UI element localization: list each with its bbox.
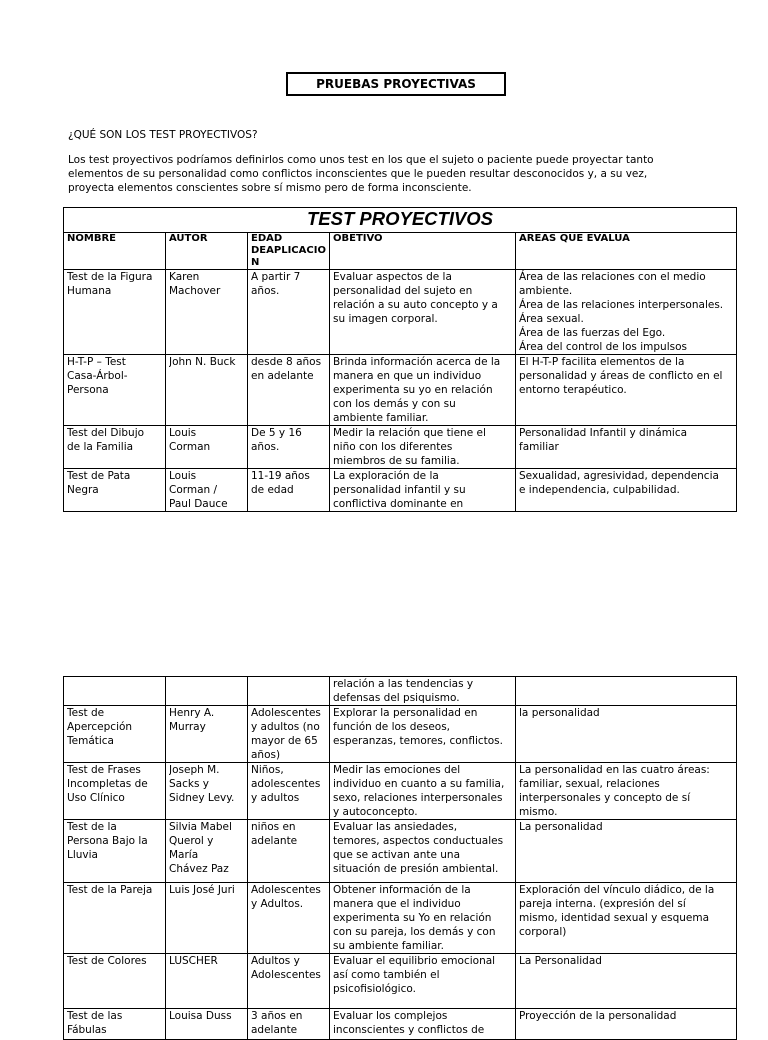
table-cell — [330, 677, 516, 706]
table-cell — [516, 426, 737, 469]
table-cell — [330, 426, 516, 469]
table-row — [64, 883, 737, 954]
projective-tests-table-continued — [63, 676, 737, 1040]
cell-line: La Personalidad — [519, 955, 602, 967]
cell-line: Sidney Levy. — [169, 792, 235, 804]
cell-line: pareja interna. (expresión del sí — [519, 898, 686, 910]
cell-line: La personalidad — [519, 821, 603, 833]
table-cell — [330, 954, 516, 1009]
table-cell — [166, 954, 248, 1009]
cell-line: La personalidad en las cuatro áreas: — [519, 764, 710, 776]
cell-line: su imagen corporal. — [333, 313, 438, 325]
cell-line: entorno terapéutico. — [519, 384, 627, 396]
table-row — [64, 820, 737, 883]
cell-line: Luis José Juri — [169, 884, 235, 896]
cell-line: que se activan ante una — [333, 849, 461, 861]
cell-line: Sacks y — [169, 778, 209, 790]
cell-line: Medir las emociones del — [333, 764, 461, 776]
column-header-line: AREAS QUE EVALUA — [519, 233, 630, 244]
projective-tests-table — [63, 207, 737, 512]
cell-line: Paul Dauce — [169, 498, 228, 510]
section-question: ¿QUÉ SON LOS TEST PROYECTIVOS? — [68, 129, 258, 141]
cell-line: familiar — [519, 441, 559, 453]
table-cell — [166, 706, 248, 763]
table-cell — [248, 677, 330, 706]
cell-line: y adultos (no — [251, 721, 320, 733]
table-cell — [64, 677, 166, 706]
table-cell — [166, 426, 248, 469]
cell-line: Louis — [169, 470, 197, 482]
cell-line: Test de Colores — [67, 955, 147, 967]
cell-line: Test de Pata — [67, 470, 131, 482]
cell-line: Test de la — [67, 821, 117, 833]
table-row — [64, 426, 737, 469]
table-cell — [248, 270, 330, 355]
cell-line: familiar, sexual, relaciones — [519, 778, 660, 790]
cell-line: Test del Dibujo — [67, 427, 145, 439]
cell-line: Evaluar los complejos — [333, 1010, 448, 1022]
cell-line: Silvia Mabel — [169, 821, 232, 833]
cell-line: Adolescentes — [251, 884, 321, 896]
cell-line: Adolescentes — [251, 707, 321, 719]
column-header-line: OBETIVO — [333, 233, 383, 244]
table-cell — [64, 820, 166, 883]
cell-line: A partir 7 — [251, 271, 301, 283]
cell-line: Louisa Duss — [169, 1010, 232, 1022]
cell-line: Exploración del vínculo diádico, de la — [519, 884, 715, 896]
column-header — [248, 233, 330, 270]
cell-line: en adelante — [251, 370, 314, 382]
cell-line: con los demás y con su — [333, 398, 456, 410]
cell-line: Lluvia — [67, 849, 98, 861]
cell-line: Área de las relaciones con el medio — [519, 271, 706, 283]
cell-line: y Adultos. — [251, 898, 304, 910]
column-header-line: APLICACION — [251, 245, 326, 268]
cell-line: esperanzas, temores, conflictos. — [333, 735, 503, 747]
cell-line: Área de las relaciones interpersonales. — [519, 299, 724, 311]
table-cell — [330, 355, 516, 426]
table-cell — [248, 426, 330, 469]
table-cell — [516, 820, 737, 883]
cell-line: Área de las fuerzas del Ego. — [519, 327, 666, 339]
intro-line: elementos de su personalidad como conflictos inconscientes que le pueden resultar desconocidos y, a su vez, — [68, 168, 648, 180]
table-cell — [516, 677, 737, 706]
page-title: PRUEBAS PROYECTIVAS — [286, 72, 506, 96]
cell-line: con su pareja, los demás y con — [333, 926, 496, 938]
cell-line: Karen — [169, 271, 200, 283]
cell-line: Evaluar las ansiedades, — [333, 821, 458, 833]
cell-line: relación a su auto concepto y a — [333, 299, 498, 311]
cell-line: la personalidad — [519, 707, 600, 719]
table-cell — [516, 954, 737, 1009]
cell-line: experimenta su Yo en relación — [333, 912, 492, 924]
table-cell — [64, 706, 166, 763]
table-cell — [248, 355, 330, 426]
cell-line: miembros de su familia. — [333, 455, 460, 467]
cell-line: años. — [251, 285, 280, 297]
table-cell — [248, 883, 330, 954]
table-cell — [516, 763, 737, 820]
cell-line: e independencia, culpabilidad. — [519, 484, 680, 496]
cell-line: Evaluar aspectos de la — [333, 271, 452, 283]
cell-line: Incompletas de — [67, 778, 148, 790]
cell-line: 3 años en — [251, 1010, 303, 1022]
cell-line: corporal) — [519, 926, 567, 938]
table-row — [64, 469, 737, 512]
cell-line: personalidad y áreas de conflicto en el — [519, 370, 723, 382]
table-cell — [248, 706, 330, 763]
cell-line: mayor de 65 — [251, 735, 318, 747]
table-cell — [248, 820, 330, 883]
cell-line: Test de la Pareja — [67, 884, 153, 896]
table-cell — [64, 883, 166, 954]
table-row — [64, 954, 737, 1009]
table-row — [64, 763, 737, 820]
cell-line: adolescentes — [251, 778, 321, 790]
cell-line: Chávez Paz — [169, 863, 229, 875]
cell-line: ambiente familiar. — [333, 412, 429, 424]
cell-line: Test de — [67, 707, 105, 719]
table-header-row — [64, 233, 737, 270]
cell-line: mismo. — [519, 806, 558, 818]
table-cell — [516, 1009, 737, 1040]
cell-line: Machover — [169, 285, 221, 297]
table-row — [64, 677, 737, 706]
cell-line: Casa-Árbol- — [67, 370, 128, 382]
cell-line: Explorar la personalidad en — [333, 707, 478, 719]
cell-line: John N. Buck — [169, 356, 236, 368]
cell-line: mismo, identidad sexual y esquema — [519, 912, 710, 924]
table-cell — [166, 355, 248, 426]
cell-line: Murray — [169, 721, 206, 733]
cell-line: de la Familia — [67, 441, 134, 453]
intro-line: Los test proyectivos podríamos definirlos como unos test en los que el sujeto o paciente puede proyectar tanto — [68, 154, 654, 166]
cell-line: conflictiva dominante en — [333, 498, 464, 510]
cell-line: Apercepción — [67, 721, 133, 733]
table-cell — [166, 677, 248, 706]
cell-line: La exploración de la — [333, 470, 439, 482]
cell-line: 11-19 años — [251, 470, 310, 482]
cell-line: H-T-P – Test — [67, 356, 126, 368]
cell-line: Persona — [67, 384, 109, 396]
cell-line: Louis — [169, 427, 197, 439]
cell-line: su ambiente familiar. — [333, 940, 444, 952]
table-cell — [330, 883, 516, 954]
cell-line: Personalidad Infantil y dinámica — [519, 427, 688, 439]
table-cell — [330, 1009, 516, 1040]
table-cell — [248, 1009, 330, 1040]
column-header — [64, 233, 166, 270]
cell-line: Joseph M. — [169, 764, 220, 776]
cell-line: Evaluar el equilibrio emocional — [333, 955, 496, 967]
table-cell — [330, 706, 516, 763]
table-cell — [516, 883, 737, 954]
intro-paragraph — [68, 153, 668, 195]
cell-line: Uso Clínico — [67, 792, 125, 804]
table-cell — [166, 883, 248, 954]
table-cell — [516, 469, 737, 512]
table-cell — [516, 270, 737, 355]
cell-line: Test de Frases — [67, 764, 141, 776]
cell-line: manera que el individuo — [333, 898, 461, 910]
table-cell — [166, 270, 248, 355]
intro-line: proyecta elementos conscientes sobre sí mismo pero de forma inconsciente. — [68, 182, 472, 194]
table-cell — [166, 763, 248, 820]
table-cell — [166, 1009, 248, 1040]
cell-line: psicofisiológico. — [333, 983, 416, 995]
cell-line: adelante — [251, 835, 298, 847]
cell-line: experimenta su yo en relación — [333, 384, 493, 396]
cell-line: Obtener información de la — [333, 884, 471, 896]
table-row — [64, 270, 737, 355]
cell-line: años. — [251, 441, 280, 453]
cell-line: situación de presión ambiental. — [333, 863, 499, 875]
column-header-line: EDAD DE — [251, 233, 283, 256]
cell-line: inconscientes y conflictos de — [333, 1024, 485, 1036]
cell-line: de edad — [251, 484, 294, 496]
table-cell — [248, 469, 330, 512]
cell-line: temores, aspectos conductuales — [333, 835, 504, 847]
table-row — [64, 355, 737, 426]
cell-line: Corman / — [169, 484, 218, 496]
table-cell — [330, 469, 516, 512]
table-cell — [64, 270, 166, 355]
column-header — [516, 233, 737, 270]
table-cell — [516, 706, 737, 763]
cell-line: Fábulas — [67, 1024, 107, 1036]
table-cell — [64, 426, 166, 469]
cell-line: Niños, — [251, 764, 284, 776]
cell-line: Corman — [169, 441, 211, 453]
column-header — [330, 233, 516, 270]
cell-line: LUSCHER — [169, 955, 218, 967]
cell-line: Adultos y — [251, 955, 300, 967]
column-header-line: NOMBRE — [67, 233, 116, 244]
cell-line: sexo, relaciones interpersonales — [333, 792, 503, 804]
table-cell — [248, 954, 330, 1009]
column-header — [166, 233, 248, 270]
cell-line: defensas del psiquismo. — [333, 692, 460, 704]
cell-line: Medir la relación que tiene el — [333, 427, 486, 439]
cell-line: niños en — [251, 821, 296, 833]
table-cell — [248, 763, 330, 820]
column-header-line: AUTOR — [169, 233, 208, 244]
cell-line: Área sexual. — [519, 313, 584, 325]
table-cell — [330, 270, 516, 355]
cell-line: adelante — [251, 1024, 298, 1036]
table-cell — [166, 820, 248, 883]
cell-line: María — [169, 849, 199, 861]
cell-line: manera en que un individuo — [333, 370, 482, 382]
cell-line: años) — [251, 749, 281, 761]
cell-line: y adultos — [251, 792, 300, 804]
table-heading: TEST PROYECTIVOS — [64, 208, 737, 233]
cell-line: Negra — [67, 484, 99, 496]
table-cell — [516, 355, 737, 426]
cell-line: niño con los diferentes — [333, 441, 453, 453]
cell-line: individuo en cuanto a su familia, — [333, 778, 505, 790]
table-cell — [330, 820, 516, 883]
cell-line: Test de la Figura — [67, 271, 153, 283]
cell-line: relación a las tendencias y — [333, 678, 474, 690]
table-cell — [64, 954, 166, 1009]
table-cell — [330, 763, 516, 820]
cell-line: Humana — [67, 285, 112, 297]
cell-line: función de los deseos, — [333, 721, 451, 733]
cell-line: Adolescentes — [251, 969, 321, 981]
cell-line: El H-T-P facilita elementos de la — [519, 356, 685, 368]
cell-line: personalidad infantil y su — [333, 484, 466, 496]
table-row — [64, 706, 737, 763]
cell-line: personalidad del sujeto en — [333, 285, 473, 297]
cell-line: Temática — [67, 735, 114, 747]
cell-line: Brinda información acerca de la — [333, 356, 501, 368]
cell-line: Henry A. — [169, 707, 215, 719]
table-cell — [64, 355, 166, 426]
table-row — [64, 1009, 737, 1040]
cell-line: interpersonales y concepto de sí — [519, 792, 691, 804]
cell-line: De 5 y 16 — [251, 427, 302, 439]
table-cell — [64, 469, 166, 512]
cell-line: desde 8 años — [251, 356, 322, 368]
cell-line: y autoconcepto. — [333, 806, 418, 818]
table-cell — [64, 763, 166, 820]
cell-line: Test de las — [67, 1010, 123, 1022]
table-cell — [166, 469, 248, 512]
cell-line: Sexualidad, agresividad, dependencia — [519, 470, 719, 482]
cell-line: así como también el — [333, 969, 440, 981]
cell-line: Persona Bajo la — [67, 835, 148, 847]
cell-line: Querol y — [169, 835, 214, 847]
cell-line: ambiente. — [519, 285, 573, 297]
table-cell — [64, 1009, 166, 1040]
cell-line: Proyección de la personalidad — [519, 1010, 677, 1022]
cell-line: Área del control de los impulsos — [519, 341, 687, 353]
